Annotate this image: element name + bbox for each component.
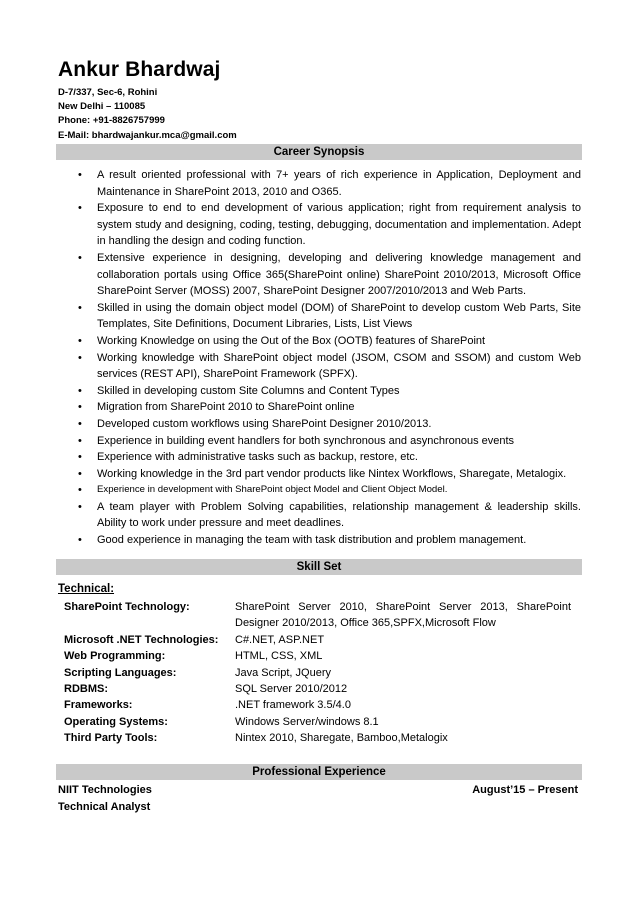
skill-row [64,632,582,648]
list-item: • A team player with Problem Solving capabilities, relationship management & leadership skills. Ability to work under pressure and meet deadlines. [78,500,581,530]
bullet-icon: • [78,417,82,430]
skill-row [64,599,582,632]
list-item: • Exposure to end to end development of various application; right from requirement analysis to system study and designing, coding, testing, debugging, documentation and implementation. Adept in handling the design and coding function. [78,202,581,248]
list-item: • Working knowledge in the 3rd part vendor products like Nintex Workflows, Sharegate, Metalogix. [76,466,581,483]
bullet-icon: • [78,334,82,347]
candidate-name: Ankur Bhardwaj [58,58,221,81]
email-line: E-Mail: bhardwajankur.mca@gmail.com [58,129,237,141]
city-line: New Delhi – 110085 [58,101,146,113]
list-item: • Good experience in managing the team with task distribution and problem management. [76,532,581,549]
bullet-icon: • [78,467,82,480]
skill-row [64,648,582,664]
skill-value: SharePoint Server 2010, SharePoint Server 2013, SharePoint Designer 2010/2013, Office 365,SPFX,Microsoft Flow [235,601,571,630]
list-item: • A result oriented professional with 7+ years of rich experience in Application, Deployment and Maintenance in SharePoint 2013, 2010 and O365. [78,169,581,198]
bullet-icon: • [78,351,82,364]
list-item: • Working knowledge with SharePoint object model (JSOM, CSOM and SSOM) and custom Web services (REST API), SharePoint Framework (SPFX). [78,351,581,381]
bullet-icon: • [78,251,82,264]
list-item: • Developed custom workflows using SharePoint Designer 2010/2013. [76,416,581,433]
skill-key: RDBMS: [64,683,108,696]
contact-block [58,86,237,143]
bullet-icon: • [78,434,82,447]
skill-value: Nintex 2010, Sharegate, Bamboo,Metalogix [235,732,448,745]
bullet-icon: • [78,401,82,414]
job-role: Technical Analyst [58,800,151,813]
bullet-icon: • [78,301,82,314]
list-item: • Skilled in developing custom Site Columns and Content Types [76,383,581,400]
skill-key: Third Party Tools: [64,732,158,745]
skill-value: Windows Server/windows 8.1 [235,715,379,728]
job-entry [58,782,578,815]
job-header-row [58,782,578,799]
list-item: • Experience in development with SharePoint object Model and Client Object Model. [76,482,581,499]
skill-key: Web Programming: [64,650,166,663]
list-item: • Skilled in using the domain object model (DOM) of SharePoint to develop custom Web Parts, Site Templates, Site Definitions, Document Libraries, Lists, List Views [78,301,581,331]
skill-row [64,730,582,746]
bullet-icon: • [78,451,82,464]
professional-experience-heading: Professional Experience [56,764,582,780]
skill-set-heading: Skill Set [56,559,582,575]
skill-value: HTML, CSS, XML [235,650,323,663]
skill-key: Frameworks: [64,699,133,712]
list-item: • Extensive experience in designing, developing and delivering knowledge management and collaboration portals using Office 365(SharePoint online) SharePoint 2010/2013, Microsoft Office SharePoint Server (MOSS) 2007, SharePoint Designer 2007/2010/2013 and Web Parts. [78,251,581,298]
skill-value: C#.NET, ASP.NET [235,633,325,646]
skill-row [64,665,582,681]
skill-value: .NET framework 3.5/4.0 [235,699,351,712]
bullet-icon: • [78,384,82,397]
list-item: • Working Knowledge on using the Out of the Box (OOTB) features of SharePoint [76,333,581,350]
list-item: • Experience with administrative tasks such as backup, restore, etc. [76,449,581,466]
phone-line: Phone: +91-8826757999 [58,115,165,127]
skill-key: Operating Systems: [64,715,168,728]
skill-key: Scripting Languages: [64,666,177,679]
bullet-icon: • [78,534,82,547]
skill-row [64,697,582,713]
bullet-icon: • [78,169,82,181]
technical-label: Technical: [58,583,115,595]
bullet-icon: • [78,202,82,215]
skills-table [64,599,582,747]
skill-key: SharePoint Technology: [64,601,190,613]
bullet-icon: • [78,500,82,513]
skill-row [64,681,582,697]
skill-key: Microsoft .NET Technologies: [64,633,219,646]
list-item: • Migration from SharePoint 2010 to SharePoint online [76,399,581,416]
bullet-icon: • [78,484,82,497]
skill-value: Java Script, JQuery [235,666,331,679]
company-name: NIIT Technologies [58,784,152,796]
job-dates: August’15 – Present [472,784,578,796]
list-item: • Experience in building event handlers for both synchronous and asynchronous events [76,433,581,450]
career-synopsis-list [76,167,581,549]
address-line: D-7/337, Sec-6, Rohini [58,87,158,98]
skill-row [64,714,582,730]
career-synopsis-heading: Career Synopsis [56,144,582,160]
skill-value: SQL Server 2010/2012 [235,683,348,696]
